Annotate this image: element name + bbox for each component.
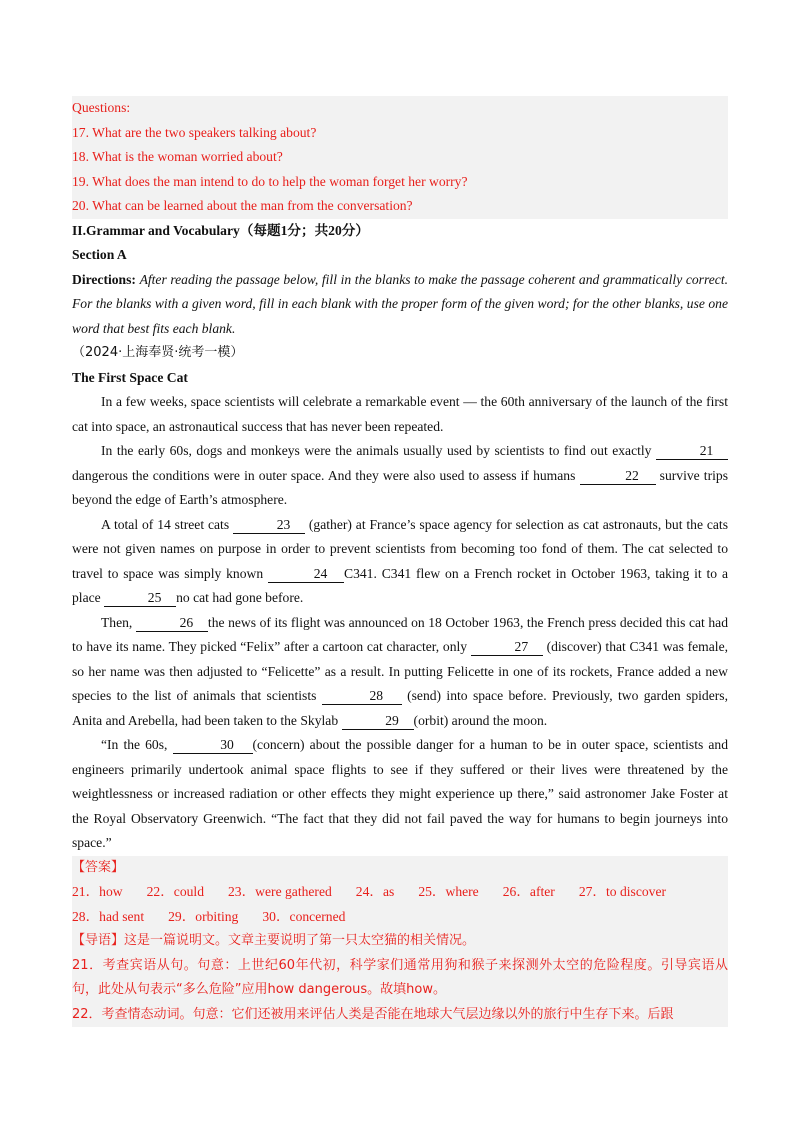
p3-text-b: (gather) at France’s space agency for selection as cat astronauts, but the cats were not given names on purpose in order to prevent scientists from becoming too fond of them. The cat selected to travel to space was simply known [72, 516, 728, 581]
p3-text-d: no cat had gone before. [176, 590, 304, 605]
explanation-22: 22．考查情态动词。句意：它们还被用来评估人类是否能在地球大气层边缘以外的旅行中生存下来。后跟 [72, 1006, 674, 1022]
p4-text-e: (orbit) around the moon. [413, 712, 548, 728]
blank-21: 21 [656, 442, 728, 460]
blank-25: 25 [104, 589, 176, 607]
p4-text-a: Then, [101, 614, 133, 630]
answer-21: 21．how [72, 884, 123, 899]
paragraph-1: In a few weeks, space scientists will celebrate a remarkable event — the 60th anniversary of the launch of the first cat into space, an astronautical success that has never been repeated. [72, 394, 728, 434]
answer-25: 25．where [418, 884, 479, 899]
answer-block [72, 856, 728, 1028]
answers-row-1 [72, 880, 728, 905]
questions-header: Questions: [72, 100, 131, 115]
section-title: II.Grammar and Vocabulary（每题1分；共20分） [72, 222, 369, 238]
blank-27: 27 [471, 638, 543, 656]
answer-22: 22．could [146, 884, 204, 899]
answer-header: 【答案】 [72, 859, 125, 875]
passage-title: The First Space Cat [72, 369, 188, 385]
answer-26: 26．after [502, 884, 555, 899]
p2-text-c: survive trips beyond the edge of Earth’s atmosphere. [72, 467, 728, 507]
blank-23: 23 [233, 516, 305, 534]
blank-29: 29 [342, 712, 414, 730]
blank-30: 30 [173, 736, 253, 754]
section-a-heading: Section A [72, 247, 127, 262]
p4-text-d: (send) into space before. Previously, two garden spiders, Anita and Arebella, had been taken to the Skylab [72, 688, 728, 728]
blank-26: 26 [136, 614, 208, 632]
answer-28: 28．had sent [72, 908, 145, 924]
directions-text: After reading the passage below, fill in the blanks to make the passage coherent and grammatically correct. For the blanks with a given word, fill in each blank with the proper form of the given word; for the other blanks, use one word that best fits each blank. [72, 271, 728, 336]
source-line: （2024·上海奉贤·统考一模） [72, 345, 244, 360]
answer-30: 30．concerned [262, 908, 346, 924]
blank-22: 22 [580, 467, 656, 485]
question-20: 20. What can be learned about the man from the conversation? [72, 198, 413, 213]
explanation-21: 21．考查宾语从句。句意：上世纪60年代初，科学家们通常用狗和猴子来探测外太空的危险程度。引导宾语从句，此处从句表示“多么危险”应用how dangerous。故填how。 [72, 957, 728, 997]
question-17: 17. What are the two speakers talking about? [72, 124, 317, 140]
answer-23: 23．were gathered [228, 884, 332, 899]
paragraph-3 [72, 513, 728, 611]
answer-24: 24．as [355, 884, 395, 899]
p4-text-b: the news of its flight was announced on 18 October 1963, the French press decided this cat had to have its name. They picked “Felix” after a cartoon cat character, only [72, 614, 729, 654]
question-18: 18. What is the woman worried about? [72, 149, 283, 164]
paragraph-4 [72, 611, 728, 734]
paragraph-5 [72, 733, 728, 856]
question-19: 19. What does the man intend to do to help the woman forget her worry? [72, 173, 468, 189]
p3-text-a: A total of 14 street cats [101, 516, 230, 532]
p2-text-b: dangerous the conditions were in outer space. And they were also used to assess if humans [72, 467, 576, 483]
paragraph-2 [72, 439, 728, 513]
answer-27: 27．to discover [578, 884, 667, 899]
p5-text-a: “In the 60s, [101, 737, 168, 752]
p5-text-b: (concern) about the possible danger for a human to be in outer space, scientists and engineers primarily undertook animal space flights to see if they suffered or their lives were threatened by the weightlessness or increased radiation or other effects they might experience up there,” said astronomer Jake Foster at the Royal Observatory Greenwich. “The fact that they did not fail paved the way for humans to begin journeys into space.” [72, 737, 728, 850]
blank-28: 28 [322, 687, 402, 705]
guide-line: 【导语】这是一篇说明文。文章主要说明了第一只太空猫的相关情况。 [72, 933, 476, 948]
document-page [72, 96, 728, 1027]
p3-text-c: C341. C341 flew on a French rocket in October 1963, taking it to a place [72, 565, 728, 605]
questions-block [72, 96, 728, 219]
answer-29: 29．orbiting [168, 908, 239, 924]
p2-text-a: In the early 60s, dogs and monkeys were the animals usually used by scientists to find out exactly [101, 443, 652, 458]
p4-text-c: (discover) that C341 was female, so her name was then adjusted to “Felicette” as a result. In putting Felicette in one of its rockets, France added a new species to the list of animals that scientists [72, 639, 729, 703]
answers-row-2 [72, 905, 728, 930]
blank-24: 24 [268, 565, 344, 583]
directions [72, 268, 728, 342]
directions-label: Directions: [72, 271, 136, 287]
